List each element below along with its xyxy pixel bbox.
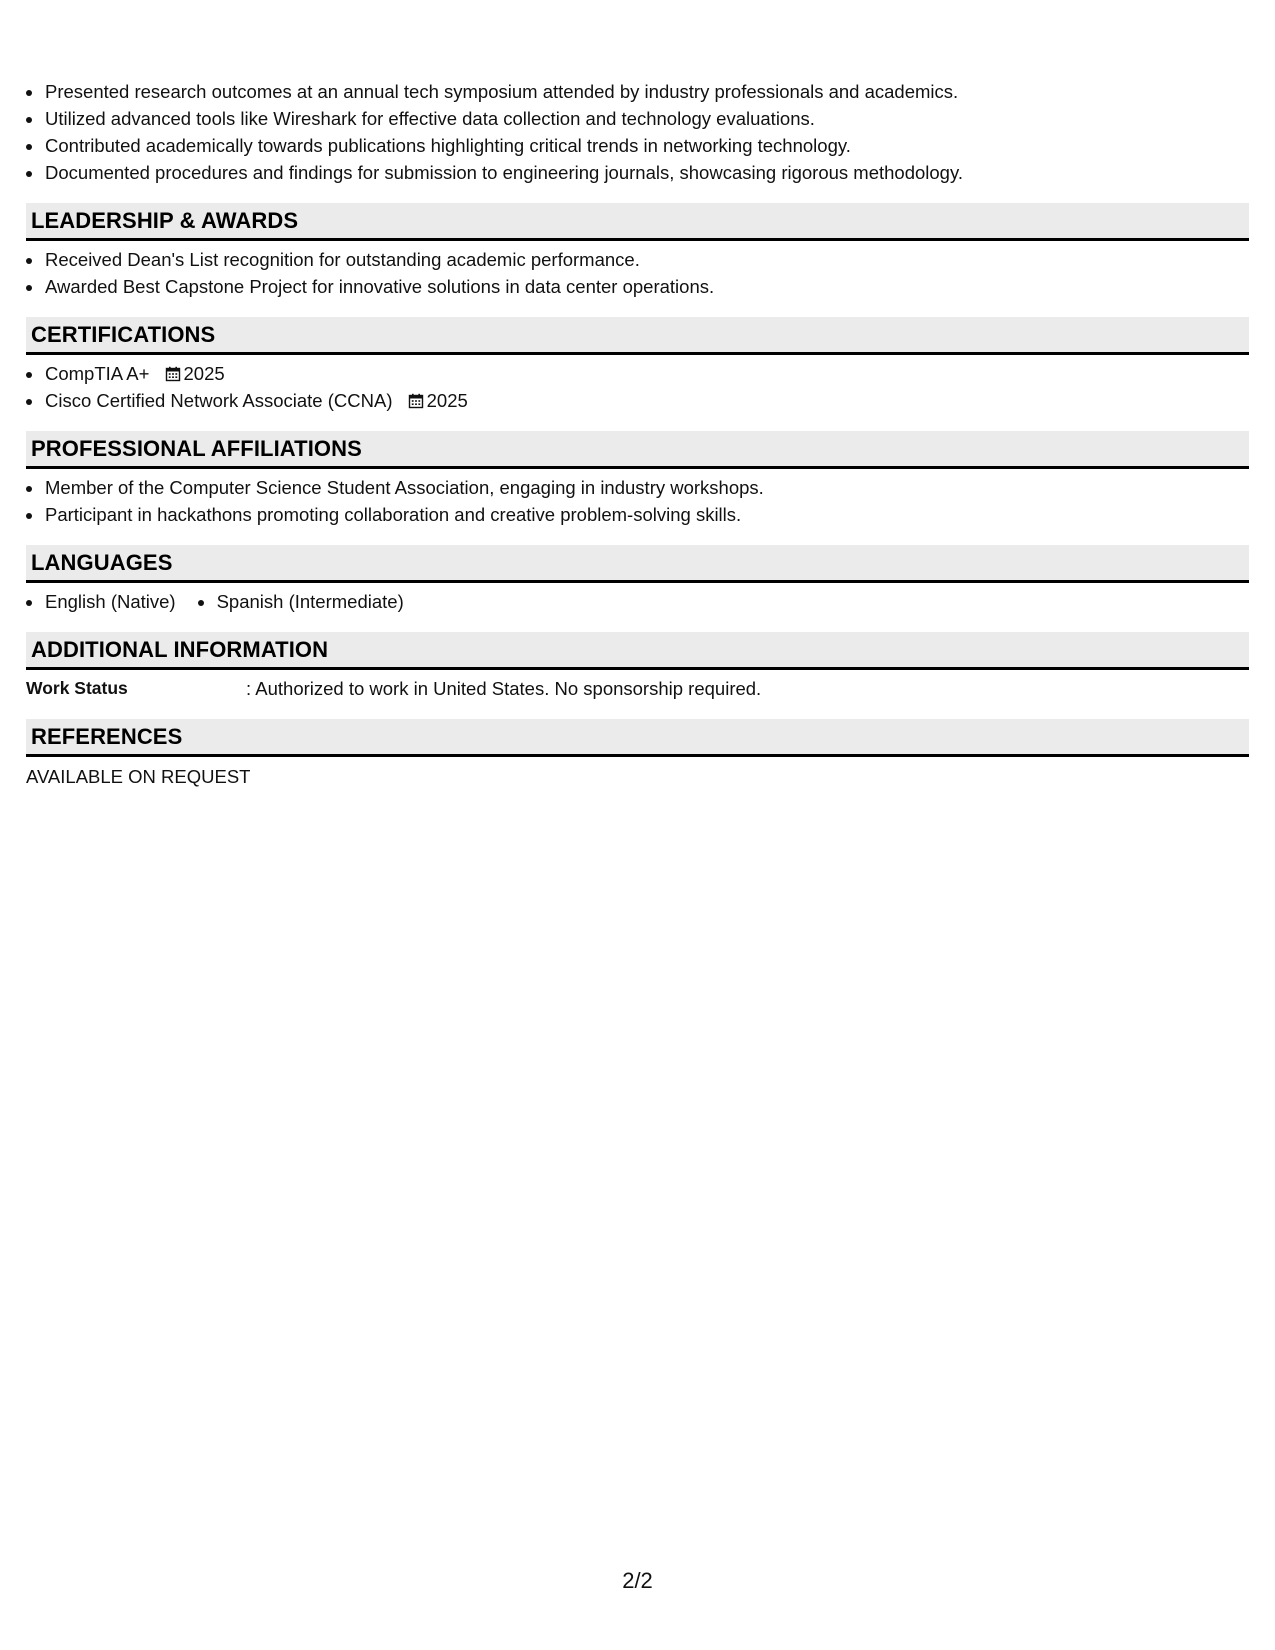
section-header [26, 632, 1249, 670]
page-number: 2/2 [622, 1568, 653, 1593]
work-status-value: : Authorized to work in United States. No sponsorship required. [246, 678, 762, 699]
section-header [26, 719, 1249, 757]
leadership-bullet: • Received Dean's List recognition for outstanding academic performance. [44, 246, 1249, 273]
experience-bullet: • Utilized advanced tools like Wireshark for effective data collection and technology evaluations. [44, 105, 1249, 132]
section-additional-information [26, 632, 1249, 702]
leadership-bullets [26, 246, 1249, 300]
certification-item [44, 360, 1249, 387]
references-text: AVAILABLE ON REQUEST [26, 766, 251, 787]
experience-bullet: • Presented research outcomes at an annual tech symposium attended by industry professionals and academics. [44, 78, 1249, 105]
experience-bullet: • Documented procedures and findings for submission to engineering journals, showcasing rigorous methodology. [44, 159, 1249, 186]
language-item: • English (Native) [44, 588, 176, 615]
affiliation-bullet: • Participant in hackathons promoting collaboration and creative problem-solving skills. [44, 501, 1249, 528]
section-header [26, 203, 1249, 241]
leadership-bullet: • Awarded Best Capstone Project for innovative solutions in data center operations. [44, 273, 1249, 300]
section-references [26, 719, 1249, 790]
certification-list [26, 360, 1249, 414]
language-list [26, 588, 1249, 615]
work-status-row [26, 675, 1249, 702]
section-leadership [26, 203, 1249, 300]
section-header [26, 545, 1249, 583]
section-title-languages: LANGUAGES [31, 549, 173, 575]
calendar-icon [408, 393, 424, 409]
affiliation-bullets [26, 474, 1249, 528]
section-affiliations [26, 431, 1249, 528]
experience-bullet: • Contributed academically towards publications highlighting critical trends in networking technology. [44, 132, 1249, 159]
certification-name: CompTIA A+ [45, 363, 150, 384]
section-title-affiliations: PROFESSIONAL AFFILIATIONS [31, 435, 362, 461]
section-title-leadership: LEADERSHIP & AWARDS [31, 207, 299, 233]
section-title-additional: ADDITIONAL INFORMATION [31, 636, 329, 662]
resume-page [26, 78, 1249, 790]
calendar-icon [165, 366, 181, 382]
affiliation-bullet: • Member of the Computer Science Student Association, engaging in industry workshops. [44, 474, 1249, 501]
language-item: • Spanish (Intermediate) [216, 588, 404, 615]
experience-bullets [26, 78, 1249, 186]
section-certifications [26, 317, 1249, 414]
certification-item [44, 387, 1249, 414]
section-languages [26, 545, 1249, 615]
section-title-certifications: CERTIFICATIONS [31, 321, 216, 347]
certification-year: 2025 [426, 390, 468, 411]
work-status-label: Work Status [26, 678, 128, 698]
section-title-references: REFERENCES [31, 723, 183, 749]
section-header [26, 431, 1249, 469]
section-header [26, 317, 1249, 355]
certification-name: Cisco Certified Network Associate (CCNA) [45, 390, 393, 411]
certification-year: 2025 [183, 363, 225, 384]
